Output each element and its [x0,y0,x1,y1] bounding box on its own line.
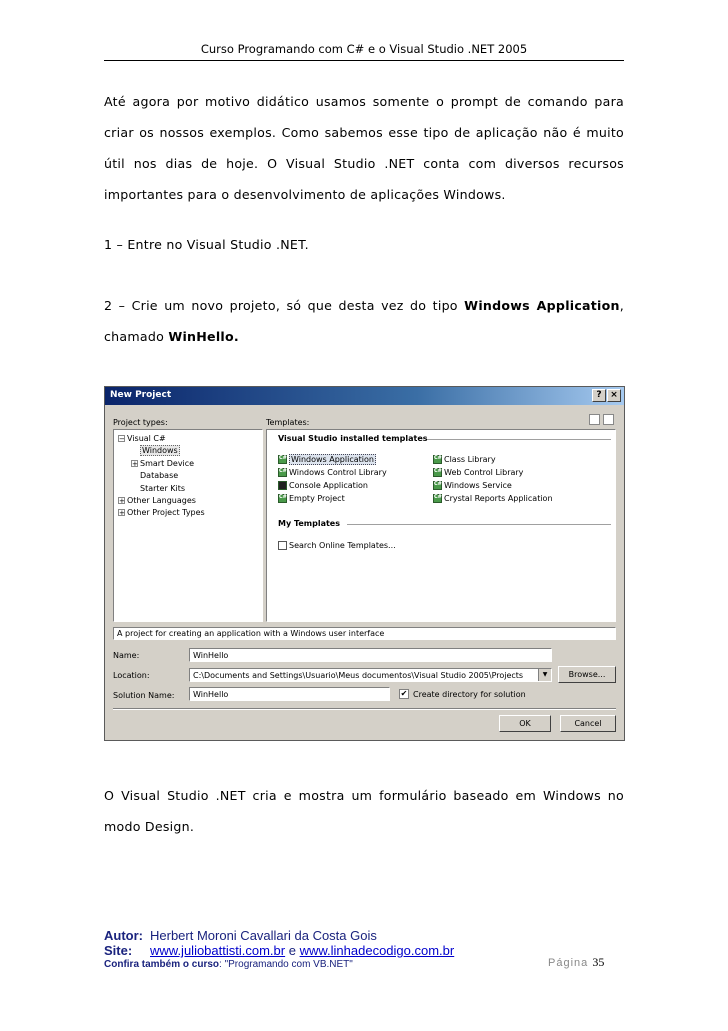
paragraph-step-1: 1 – Entre no Visual Studio .NET. [104,237,309,252]
small-icons-view-icon[interactable] [603,414,614,425]
windows-application-icon [278,455,287,464]
template-windows-service[interactable]: C#Windows Service [433,481,512,490]
empty-project-icon [278,494,287,503]
step-2-project-name: WinHello. [168,329,239,344]
author-key: Autor: [104,928,143,943]
step-2-text-mid: , chamado [104,298,625,344]
tree-item-smart-device[interactable]: + Smart Device [132,459,195,468]
search-online-icon [278,541,287,550]
name-label: Name: [113,651,140,660]
footer-site [104,943,454,958]
cancel-button[interactable]: Cancel [560,715,616,732]
tree-item-visual-cs[interactable]: − Visual C# [119,434,166,443]
template-description: A project for creating an application with a Windows user interface [113,627,616,640]
collapse-icon[interactable]: − [119,435,125,443]
template-empty-project[interactable]: C#Empty Project [278,494,345,503]
page-word: Página [548,957,589,969]
course-label: Confira também o curso [104,959,220,970]
class-library-icon [433,455,442,464]
page-number [548,955,604,970]
footer-course [104,959,353,970]
template-web-control-library[interactable]: C#Web Control Library [433,468,523,477]
header-divider [104,60,624,61]
author-name: Herbert Moroni Cavallari da Costa Gois [150,928,377,943]
paragraph-intro: Até agora por motivo didático usamos somente o prompt de comando para criar os nossos exemplos. Como sabemos esse tipo de aplicação não é muito útil nos dias de hoje. O Visual Studio .NET conta com diversos recursos importantes para o desenvolvimento de aplicações Windows. [104,94,624,202]
dialog-titlebar [105,387,624,405]
project-types-tree[interactable] [113,429,263,622]
course-name: : "Programando com VB.NET" [219,959,353,970]
template-class-library[interactable]: C#Class Library [433,455,496,464]
tree-item-windows[interactable]: Windows [142,446,178,455]
tree-item-other-project-types[interactable]: + Other Project Types [119,508,205,517]
section-divider [347,524,611,525]
solution-name-input[interactable]: WinHello [189,687,390,701]
site-link-juliobattisti[interactable]: www.juliobattisti.com.br [150,943,286,958]
templates-list[interactable] [266,429,616,622]
my-templates-header: My Templates [278,519,340,528]
site-key: Site: [104,943,133,958]
template-windows-application[interactable]: C#Windows Application [278,455,376,464]
project-types-label: Project types: [113,418,168,427]
crystal-reports-icon [433,494,442,503]
tree-item-other-languages[interactable]: + Other Languages [119,496,196,505]
page-header: Curso Programando com C# e o Visual Studio .NET 2005 [200,42,528,56]
create-directory-checkbox[interactable]: ✔ [400,689,408,698]
dialog-title: New Project [110,390,172,400]
template-console-application[interactable]: Console Application [278,481,368,490]
tree-item-starter-kits[interactable]: Starter Kits [140,484,186,493]
solution-name-label: Solution Name: [113,691,175,700]
tree-item-database[interactable]: Database [140,471,179,480]
ok-button[interactable]: OK [499,715,551,732]
footer-author [104,928,377,943]
installed-templates-header: Visual Studio installed templates [278,434,428,443]
step-2-app-type: Windows Application [464,298,620,313]
expand-icon[interactable]: + [132,460,138,468]
help-button[interactable]: ? [592,389,606,402]
close-button[interactable]: × [607,389,621,402]
create-directory-label: Create directory for solution [413,690,526,699]
dialog-separator [113,708,616,710]
location-label: Location: [113,671,150,680]
site-and: e [285,943,300,958]
location-dropdown[interactable]: C:\Documents and Settings\Usuario\Meus documentos\Visual Studio 2005\Projects ▼ [189,668,552,682]
template-windows-control-library[interactable]: C#Windows Control Library [278,468,387,477]
templates-label: Templates: [266,418,310,427]
large-icons-view-icon[interactable] [589,414,600,425]
console-icon [278,481,287,490]
control-library-icon [278,468,287,477]
template-crystal-reports[interactable]: C#Crystal Reports Application [433,494,553,503]
section-divider [427,439,611,440]
web-control-library-icon [433,468,442,477]
page-number-value: 35 [592,955,605,969]
new-project-dialog [104,386,625,741]
paragraph-result: O Visual Studio .NET cria e mostra um formulário baseado em Windows no modo Design. [104,788,624,834]
name-input[interactable]: WinHello [189,648,552,662]
site-link-linhadecodigo[interactable]: www.linhadecodigo.com.br [299,943,455,958]
windows-service-icon [433,481,442,490]
browse-button[interactable]: Browse... [558,666,616,683]
expand-icon[interactable]: + [119,509,125,517]
expand-icon[interactable]: + [119,497,125,505]
step-2-text: 2 – Crie um novo projeto, só que desta vez do tipo [104,298,465,313]
chevron-down-icon[interactable]: ▼ [538,669,551,681]
paragraph-step-2 [104,290,624,352]
template-search-online[interactable]: Search Online Templates... [278,541,396,550]
